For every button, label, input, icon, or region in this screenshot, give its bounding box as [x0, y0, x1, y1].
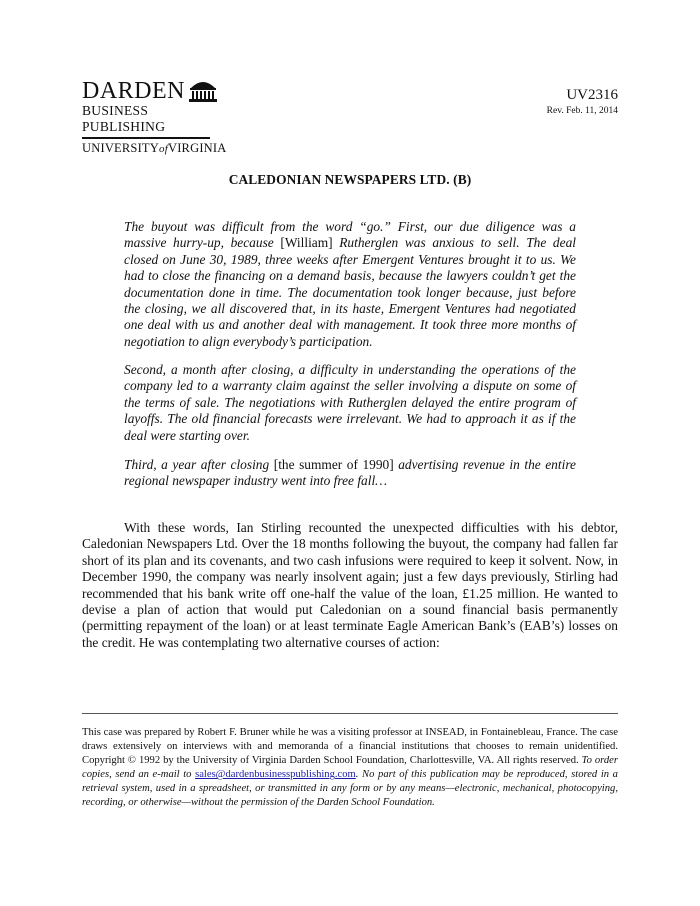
- email-link[interactable]: sales@dardenbusinesspublishing.com: [195, 769, 356, 781]
- body-paragraph: [82, 520, 618, 651]
- body-text: With these words, Ian Stirling recounted the unexpected difficulties with his debtor, Caledonian Newspapers Ltd. Over the 18 months following the buyout, the company had fallen far short of its plan and its covenants, and two cash infusions were required to keep it solvent. Now, in December 1990, the company was nearly insolvent again; just a few days previously, Stirling had recommended that his bank write off one-half the value of the loan, £1.25 million. He wanted to devise a plan of action that would put Caledonian on a sound financial basis permanently (permitting repayment of the loan) or at least terminate Eagle American Bank’s (EAB’s) losses on the credit. He was contemplating two alternative courses of action:: [82, 520, 618, 650]
- case-code: UV2316: [566, 87, 618, 103]
- page-title: CALEDONIAN NEWSPAPERS LTD. (B): [228, 172, 472, 187]
- quote-2-text: Second, a month after closing, a difficulty in understanding the operations of the company led to a warranty claim against the seller involving a dispute on some of the terms of sale. The negotiations with Rutherglen delayed the entire program of layoffs. The old financial forecasts were irrelevant. We had to approach it as if the deal were starting over.: [124, 362, 576, 443]
- quote-1-insert: [William]: [280, 235, 333, 251]
- logo-univ-of: of: [159, 142, 168, 155]
- footnote-order: To order copies, send an e-mail to: [82, 755, 619, 781]
- rotunda-icon: [189, 76, 217, 102]
- footnote-plain: This case was prepared by Robert F. Bruner while he was a visiting professor at INSEAD, in Fontainebleau, France. The case draws extensively on interviews with and memoranda of a financial institutions that chooses to remain unidentified. Copyright © 1992 by the University of Virginia Darden School Foundation, Charlottesville, VA. All rights reserved.: [82, 727, 618, 767]
- footnote-rest: . No part of this publication may be reproduced, stored in a retrieval system, used in a spreadsheet, or transmitted in any form or by any means—electronic, mechanical, photocopying, recording, or otherwise—without the permission of the Darden School Foundation.: [82, 769, 618, 809]
- quote-paragraph-1: [124, 219, 576, 350]
- logo-univ-pre: UNIVERSITY: [82, 140, 159, 155]
- quote-1-a: The buyout was difficult from the word “go.” First, our due diligence was a massive hurry-up, because: [124, 219, 576, 251]
- logo-univ-post: VIRGINIA: [167, 140, 227, 155]
- logo-business-publishing: BUSINESS PUBLISHING: [82, 103, 166, 134]
- case-code-block: [547, 86, 618, 118]
- quote-paragraph-2: [124, 362, 576, 444]
- logo-divider: [82, 137, 210, 139]
- quote-3-a: Third, a year after closing: [124, 457, 274, 472]
- darden-logo: [82, 76, 232, 157]
- revision-date: Rev. Feb. 11, 2014: [546, 106, 618, 116]
- quote-paragraph-3: [124, 457, 576, 490]
- footnote-divider: [82, 713, 618, 714]
- quote-1-c: Rutherglen was anxious to sell. The deal closed on June 30, 1989, three weeks after Emergent Ventures brought it to us. We had to close the financing on a demand basis, because the lawyers couldn’t get the documentation done in time. The documentation took longer because, just before the closing, we all discovered that, in its haste, Emergent Ventures had negotiated one deal with us and another deal with management. It took three more months of negotiation to align everybody’s participation.: [124, 235, 576, 349]
- quote-3-c: advertising revenue in the entire regional newspaper industry went into free fall…: [124, 457, 576, 489]
- logo-university: [82, 141, 232, 157]
- quote-3-insert: [the summer of 1990]: [273, 457, 394, 472]
- footnote: [82, 726, 618, 811]
- logo-darden-text: DARDEN: [82, 78, 185, 104]
